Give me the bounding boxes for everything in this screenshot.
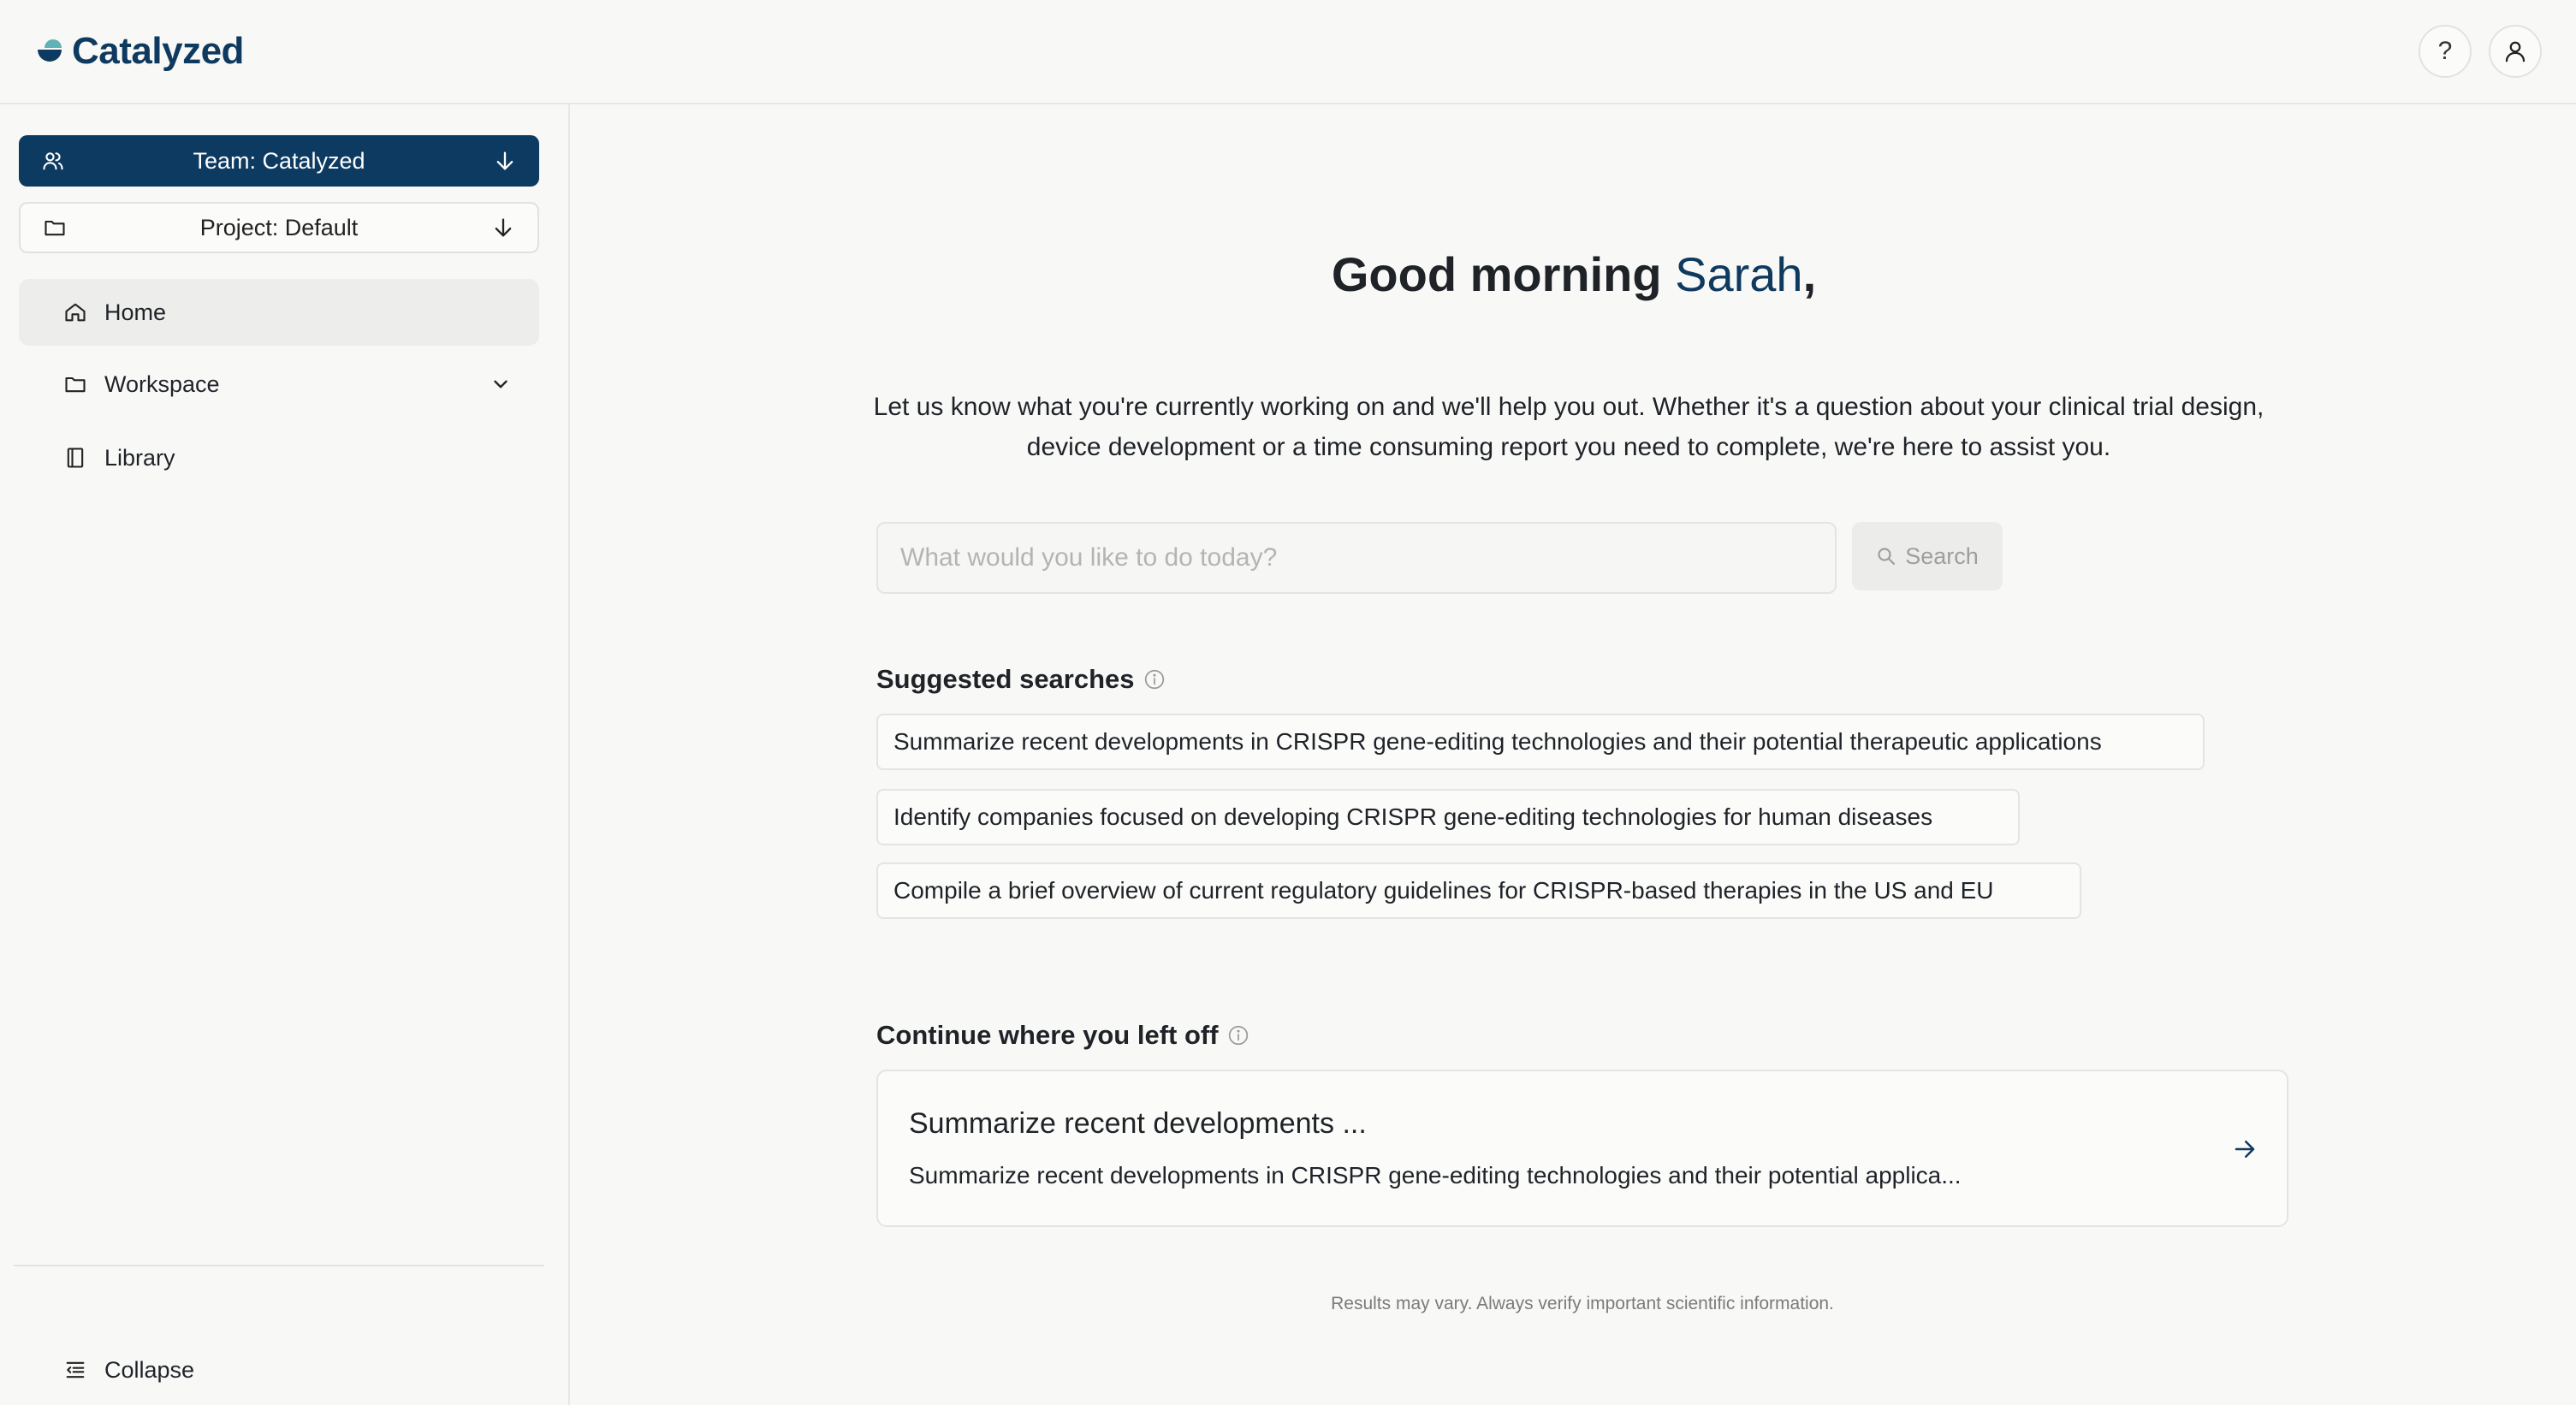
main-content (572, 104, 2576, 1405)
team-selector[interactable] (19, 135, 539, 187)
sidebar (0, 104, 570, 1405)
collapse-sidebar-button[interactable] (19, 1337, 539, 1403)
search-button[interactable] (1852, 522, 2003, 590)
brand-logo[interactable] (34, 30, 244, 73)
top-bar (0, 0, 2576, 104)
recent-item-title: Summarize recent developments ... (909, 1107, 1367, 1140)
team-selector-label: Team: Catalyzed (193, 147, 365, 174)
arrow-down-icon (491, 216, 515, 240)
folder-icon (63, 372, 87, 396)
recent-item-card[interactable] (876, 1070, 2288, 1227)
question-mark-icon: ? (2437, 37, 2453, 65)
suggested-searches-title: Suggested searches (876, 664, 1135, 694)
home-icon (63, 300, 87, 324)
continue-title: Continue where you left off (876, 1020, 1219, 1050)
users-icon (41, 149, 65, 173)
sidebar-item-label: Home (104, 299, 167, 325)
sidebar-item-library[interactable] (19, 424, 539, 491)
brand-name: Catalyzed (72, 30, 244, 72)
user-icon (2502, 39, 2528, 64)
info-icon[interactable] (1227, 1024, 1249, 1046)
recent-item-description: Summarize recent developments in CRISPR gene-editing technologies and their potential applica... (909, 1162, 1962, 1189)
folder-icon (43, 216, 67, 240)
info-icon[interactable] (1143, 668, 1166, 691)
collapse-menu-icon (63, 1358, 87, 1382)
chevron-down-icon[interactable] (490, 373, 512, 395)
help-button[interactable] (2419, 25, 2472, 78)
greeting-text: Good morning (1331, 247, 1662, 301)
sidebar-item-label: Workspace (104, 371, 220, 397)
project-selector[interactable] (19, 202, 539, 253)
top-actions (2419, 25, 2542, 78)
catalyzed-logo-icon (34, 36, 65, 67)
disclaimer-text: Results may vary. Always verify important scientific information. (1331, 1294, 1834, 1313)
continue-heading (876, 1020, 1249, 1051)
sidebar-item-label: Library (104, 444, 175, 471)
suggestion-chip[interactable]: Compile a brief overview of current regulatory guidelines for CRISPR-based therapies in the US and EU (876, 863, 2081, 919)
sidebar-divider (14, 1265, 544, 1266)
sidebar-item-workspace[interactable] (19, 351, 539, 418)
collapse-label: Collapse (104, 1356, 195, 1383)
sidebar-item-home[interactable] (19, 279, 539, 346)
suggestion-chip[interactable]: Identify companies focused on developing CRISPR gene-editing technologies for human diseases (876, 789, 2020, 845)
suggestion-chip[interactable]: Summarize recent developments in CRISPR gene-editing technologies and their potential therapeutic applications (876, 714, 2205, 770)
arrow-right-icon[interactable] (2232, 1136, 2258, 1162)
project-selector-label: Project: Default (199, 214, 359, 240)
intro-text: Let us know what you're currently working on and we'll help you out. Whether it's a question about your clinical trial design, device development or a time consuming report you need to complete, we're here to assist you. (873, 393, 2264, 461)
book-icon (63, 446, 87, 470)
page-title (572, 246, 2576, 302)
suggested-searches-heading (876, 664, 1166, 695)
search-button-label: Search (1905, 542, 1979, 569)
user-name: Sarah (1675, 247, 1803, 301)
account-button[interactable] (2489, 25, 2542, 78)
greeting-punctuation: , (1802, 247, 1817, 301)
search-icon (1876, 546, 1896, 566)
search-input[interactable] (876, 522, 1837, 594)
arrow-down-icon (493, 149, 517, 173)
